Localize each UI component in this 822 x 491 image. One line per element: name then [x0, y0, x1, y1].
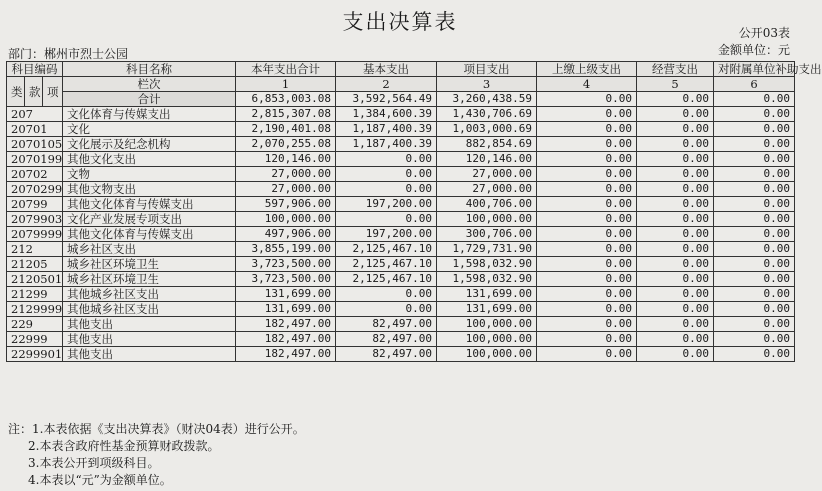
- amount-project: 100,000.00: [437, 212, 537, 227]
- table-row: [7, 227, 795, 242]
- amount-business: 0.00: [637, 332, 714, 347]
- amount-business: 0.00: [637, 182, 714, 197]
- amount-upper: 0.00: [537, 272, 637, 287]
- total-cell: 0.00: [714, 92, 795, 107]
- amount-total: 2,190,401.08: [236, 122, 336, 137]
- amount-total: 3,723,500.00: [236, 272, 336, 287]
- header-business: 经营支出: [637, 62, 714, 77]
- subject-code: 2070299: [7, 182, 63, 197]
- amount-subsidiary: 0.00: [714, 347, 795, 362]
- header-total: 本年支出合计: [236, 62, 336, 77]
- amount-unit-label: 金额单位：元: [717, 43, 790, 57]
- table-row: [7, 302, 795, 317]
- amount-total: 131,699.00: [236, 287, 336, 302]
- amount-project: 1,003,000.69: [437, 122, 537, 137]
- note-line: 4.本表以“元”为金额单位。: [28, 473, 172, 487]
- subject-code: 2070105: [7, 137, 63, 152]
- subject-code: 2070199: [7, 152, 63, 167]
- amount-business: 0.00: [637, 137, 714, 152]
- amount-business: 0.00: [637, 302, 714, 317]
- col-index-2: 2: [336, 77, 437, 92]
- amount-business: 0.00: [637, 272, 714, 287]
- amount-business: 0.00: [637, 197, 714, 212]
- table-row: [7, 257, 795, 272]
- table-body: [7, 107, 795, 362]
- col-index-5: 5: [637, 77, 714, 92]
- amount-business: 0.00: [637, 122, 714, 137]
- amount-business: 0.00: [637, 212, 714, 227]
- amount-basic: 0.00: [336, 287, 437, 302]
- amount-business: 0.00: [637, 227, 714, 242]
- amount-project: 120,146.00: [437, 152, 537, 167]
- amount-business: 0.00: [637, 167, 714, 182]
- amount-subsidiary: 0.00: [714, 317, 795, 332]
- amount-subsidiary: 0.00: [714, 332, 795, 347]
- amount-project: 27,000.00: [437, 167, 537, 182]
- subject-code: 2299901: [7, 347, 63, 362]
- department-label: 部门：郴州市烈士公园: [8, 47, 129, 61]
- amount-total: 27,000.00: [236, 182, 336, 197]
- total-label: 合计: [63, 92, 236, 107]
- amount-basic: 0.00: [336, 182, 437, 197]
- col-index-1: 1: [236, 77, 336, 92]
- amount-basic: 0.00: [336, 302, 437, 317]
- amount-project: 100,000.00: [437, 332, 537, 347]
- amount-total: 131,699.00: [236, 302, 336, 317]
- amount-business: 0.00: [637, 287, 714, 302]
- amount-total: 120,146.00: [236, 152, 336, 167]
- amount-upper: 0.00: [537, 257, 637, 272]
- subject-code: 229: [7, 317, 63, 332]
- note-line: 3.本表公开到项级科目。: [28, 456, 160, 470]
- header-upper: 上缴上级支出: [537, 62, 637, 77]
- amount-business: 0.00: [637, 242, 714, 257]
- amount-total: 182,497.00: [236, 347, 336, 362]
- amount-basic: 0.00: [336, 167, 437, 182]
- subject-code: 207: [7, 107, 63, 122]
- amount-basic: 1,187,400.39: [336, 122, 437, 137]
- total-cell: 3,260,438.59: [437, 92, 537, 107]
- amount-project: 27,000.00: [437, 182, 537, 197]
- column-index-row: [7, 77, 795, 92]
- amount-upper: 0.00: [537, 242, 637, 257]
- subject-code: 21299: [7, 287, 63, 302]
- amount-subsidiary: 0.00: [714, 182, 795, 197]
- subject-code: 22999: [7, 332, 63, 347]
- subject-name: 其他城乡社区支出: [63, 302, 236, 317]
- header-xiang: 项: [43, 77, 63, 107]
- expenditure-table: [6, 61, 822, 362]
- table-row: [7, 152, 795, 167]
- amount-basic: 2,125,467.10: [336, 272, 437, 287]
- amount-basic: 0.00: [336, 152, 437, 167]
- amount-total: 3,855,199.00: [236, 242, 336, 257]
- amount-subsidiary: 0.00: [714, 272, 795, 287]
- amount-upper: 0.00: [537, 212, 637, 227]
- amount-upper: 0.00: [537, 347, 637, 362]
- header-subsidiary: 对附属单位补助支出: [714, 62, 795, 77]
- subject-name: 文化产业发展专项支出: [63, 212, 236, 227]
- amount-upper: 0.00: [537, 317, 637, 332]
- table-row: [7, 167, 795, 182]
- note-line: 注：1.本表依据《支出决算表》（财决04表）进行公开。: [8, 422, 305, 436]
- amount-upper: 0.00: [537, 287, 637, 302]
- amount-subsidiary: 0.00: [714, 212, 795, 227]
- amount-upper: 0.00: [537, 152, 637, 167]
- subject-code: 20701: [7, 122, 63, 137]
- amount-basic: 2,125,467.10: [336, 242, 437, 257]
- amount-subsidiary: 0.00: [714, 107, 795, 122]
- amount-upper: 0.00: [537, 227, 637, 242]
- header-row: [7, 62, 795, 77]
- amount-project: 1,598,032.90: [437, 272, 537, 287]
- amount-subsidiary: 0.00: [714, 242, 795, 257]
- col-index-6: 6: [714, 77, 795, 92]
- report-title: 支出决算表: [342, 10, 458, 34]
- subject-code: 2079999: [7, 227, 63, 242]
- subject-code: 2129999: [7, 302, 63, 317]
- amount-basic: 0.00: [336, 212, 437, 227]
- amount-total: 497,906.00: [236, 227, 336, 242]
- subject-name: 其他文化体育与传媒支出: [63, 197, 236, 212]
- amount-basic: 197,200.00: [336, 227, 437, 242]
- amount-total: 100,000.00: [236, 212, 336, 227]
- subject-name: 文化: [63, 122, 236, 137]
- header-code: 科目编码: [7, 62, 63, 77]
- amount-business: 0.00: [637, 107, 714, 122]
- subject-name: 其他支出: [63, 332, 236, 347]
- notes: [8, 421, 305, 489]
- amount-project: 882,854.69: [437, 137, 537, 152]
- amount-upper: 0.00: [537, 122, 637, 137]
- subject-name: 文化展示及纪念机构: [63, 137, 236, 152]
- amount-basic: 197,200.00: [336, 197, 437, 212]
- subject-code: 20702: [7, 167, 63, 182]
- subject-name: 城乡社区环境卫生: [63, 257, 236, 272]
- header-kuan: 款: [25, 77, 43, 107]
- total-cell: 0.00: [637, 92, 714, 107]
- amount-project: 100,000.00: [437, 347, 537, 362]
- subject-name: 文化体育与传媒支出: [63, 107, 236, 122]
- subject-code: 2079903: [7, 212, 63, 227]
- amount-upper: 0.00: [537, 332, 637, 347]
- header-basic: 基本支出: [336, 62, 437, 77]
- amount-project: 300,706.00: [437, 227, 537, 242]
- form-number: 公开03表: [738, 26, 790, 40]
- amount-subsidiary: 0.00: [714, 257, 795, 272]
- subject-code: 20799: [7, 197, 63, 212]
- amount-upper: 0.00: [537, 182, 637, 197]
- table-row: [7, 182, 795, 197]
- amount-business: 0.00: [637, 257, 714, 272]
- amount-business: 0.00: [637, 152, 714, 167]
- total-row: [7, 92, 795, 107]
- note-line: 2.本表含政府性基金预算财政拨款。: [28, 439, 220, 453]
- amount-upper: 0.00: [537, 167, 637, 182]
- table-row: [7, 107, 795, 122]
- amount-project: 1,598,032.90: [437, 257, 537, 272]
- amount-basic: 1,384,600.39: [336, 107, 437, 122]
- amount-project: 400,706.00: [437, 197, 537, 212]
- amount-project: 131,699.00: [437, 302, 537, 317]
- amount-business: 0.00: [637, 347, 714, 362]
- amount-basic: 82,497.00: [336, 317, 437, 332]
- total-cell: 6,853,003.08: [236, 92, 336, 107]
- amount-subsidiary: 0.00: [714, 197, 795, 212]
- subject-name: 城乡社区环境卫生: [63, 272, 236, 287]
- amount-total: 27,000.00: [236, 167, 336, 182]
- col-index-4: 4: [537, 77, 637, 92]
- amount-total: 3,723,500.00: [236, 257, 336, 272]
- col-index-3: 3: [437, 77, 537, 92]
- amount-upper: 0.00: [537, 197, 637, 212]
- amount-total: 597,906.00: [236, 197, 336, 212]
- amount-basic: 82,497.00: [336, 347, 437, 362]
- amount-upper: 0.00: [537, 107, 637, 122]
- amount-basic: 2,125,467.10: [336, 257, 437, 272]
- header-name: 科目名称: [63, 62, 236, 77]
- amount-subsidiary: 0.00: [714, 287, 795, 302]
- amount-upper: 0.00: [537, 137, 637, 152]
- amount-total: 182,497.00: [236, 317, 336, 332]
- total-cell: 0.00: [537, 92, 637, 107]
- amount-total: 182,497.00: [236, 332, 336, 347]
- amount-subsidiary: 0.00: [714, 152, 795, 167]
- subject-name: 其他支出: [63, 317, 236, 332]
- table-row: [7, 197, 795, 212]
- amount-basic: 1,187,400.39: [336, 137, 437, 152]
- amount-subsidiary: 0.00: [714, 227, 795, 242]
- amount-subsidiary: 0.00: [714, 302, 795, 317]
- header-lei: 类: [7, 77, 25, 107]
- table-row: [7, 212, 795, 227]
- amount-subsidiary: 0.00: [714, 122, 795, 137]
- table-row: [7, 287, 795, 302]
- total-cell: 3,592,564.49: [336, 92, 437, 107]
- amount-project: 100,000.00: [437, 317, 537, 332]
- table-row: [7, 332, 795, 347]
- table-row: [7, 137, 795, 152]
- amount-subsidiary: 0.00: [714, 167, 795, 182]
- subject-name: 城乡社区支出: [63, 242, 236, 257]
- amount-total: 2,070,255.08: [236, 137, 336, 152]
- amount-business: 0.00: [637, 317, 714, 332]
- amount-project: 1,430,706.69: [437, 107, 537, 122]
- subject-name: 其他文化支出: [63, 152, 236, 167]
- table-row: [7, 347, 795, 362]
- table-row: [7, 242, 795, 257]
- header-project: 项目支出: [437, 62, 537, 77]
- subject-code: 21205: [7, 257, 63, 272]
- amount-basic: 82,497.00: [336, 332, 437, 347]
- table-row: [7, 122, 795, 137]
- amount-project: 131,699.00: [437, 287, 537, 302]
- subject-code: 2120501: [7, 272, 63, 287]
- table-row: [7, 272, 795, 287]
- amount-upper: 0.00: [537, 302, 637, 317]
- subject-name: 其他支出: [63, 347, 236, 362]
- subject-name: 其他文物支出: [63, 182, 236, 197]
- subject-code: 212: [7, 242, 63, 257]
- amount-subsidiary: 0.00: [714, 137, 795, 152]
- subject-name: 其他城乡社区支出: [63, 287, 236, 302]
- amount-total: 2,815,307.08: [236, 107, 336, 122]
- subject-name: 其他文化体育与传媒支出: [63, 227, 236, 242]
- subject-name: 文物: [63, 167, 236, 182]
- amount-project: 1,729,731.90: [437, 242, 537, 257]
- header-lanci: 栏次: [63, 77, 236, 92]
- table-row: [7, 317, 795, 332]
